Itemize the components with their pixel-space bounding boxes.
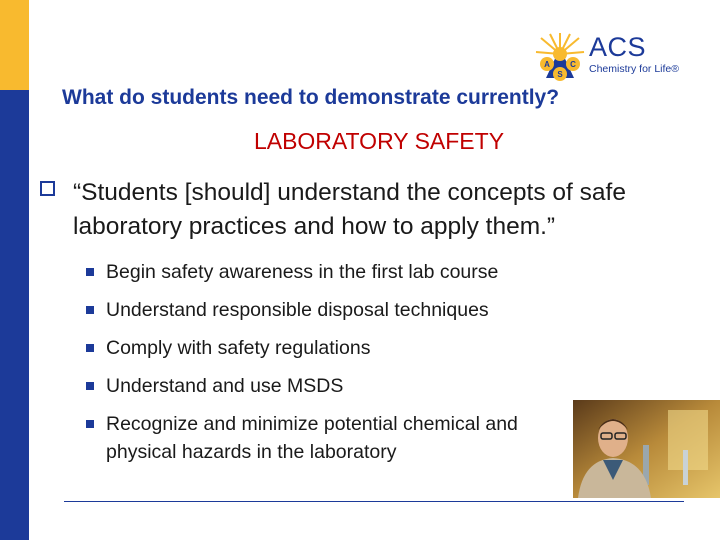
slide-title: What do students need to demonstrate currently?: [62, 86, 560, 109]
square-bullet-icon: [86, 382, 94, 390]
bullet-item: [86, 372, 606, 400]
bullet-text: Begin safety awareness in the first lab course: [106, 261, 499, 283]
acs-emblem-icon: [534, 32, 586, 82]
acs-logo: [534, 32, 684, 82]
lab-student-photo: [573, 400, 720, 498]
square-bullet-icon: [86, 344, 94, 352]
bullet-item: [86, 258, 606, 286]
logo-tagline: Chemistry for Life®: [589, 63, 680, 75]
bullet-text: Comply with safety regulations: [106, 337, 371, 359]
bullet-list: [86, 258, 606, 476]
emblem-letter-s: S: [557, 70, 563, 79]
square-bullet-icon: [86, 420, 94, 428]
sidebar-blue-band: [0, 90, 29, 540]
sidebar-yellow-band: [0, 0, 29, 90]
bullet-text: Understand responsible disposal techniques: [106, 299, 489, 321]
square-bullet-icon: [86, 306, 94, 314]
bullet-item: [86, 410, 566, 466]
square-bullet-icon: [86, 268, 94, 276]
quote-text: “Students [should] understand the concepts of safe laboratory practices and how to apply them.”: [73, 179, 626, 240]
emblem-letter-a: A: [544, 60, 550, 69]
footer-divider: [64, 501, 684, 502]
emblem-letter-c: C: [570, 60, 576, 69]
slide-subtitle: LABORATORY SAFETY: [253, 128, 505, 154]
checkbox-bullet-icon: [40, 181, 55, 196]
bullet-item: [86, 334, 606, 362]
logo-wordmark: ACS: [589, 32, 647, 62]
bullet-item: [86, 296, 606, 324]
bullet-text: Recognize and minimize potential chemical and physical hazards in the laboratory: [106, 413, 518, 463]
bullet-text: Understand and use MSDS: [106, 375, 344, 397]
